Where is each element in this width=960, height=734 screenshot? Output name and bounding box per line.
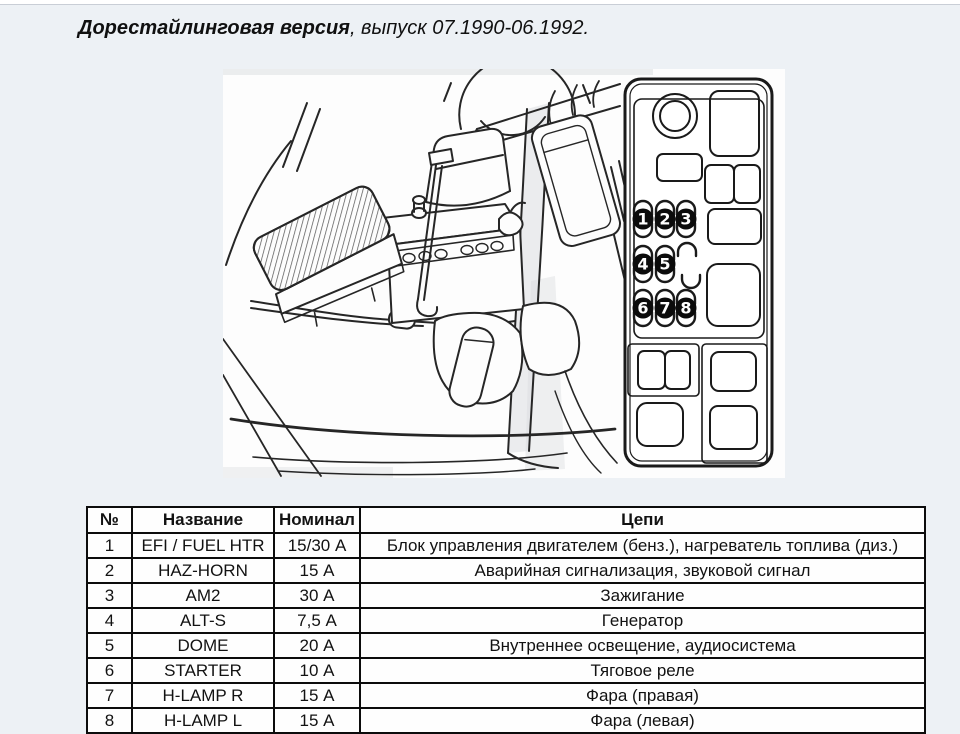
header-circuits: Цепи: [360, 507, 925, 533]
engine-bay-art: [223, 69, 632, 476]
cell-num: 8: [87, 708, 132, 733]
fuse-8-number: 8: [680, 298, 692, 318]
fuse-table: [86, 506, 926, 734]
fuse-2-number: 2: [659, 209, 671, 229]
cell-name: H-LAMP R: [132, 683, 274, 708]
cell-circuits: Фара (левая): [360, 708, 925, 733]
fuse-7-number: 7: [659, 298, 671, 318]
fuse-5-number: 5: [659, 254, 671, 274]
page-title-dates: , выпуск 07.1990-06.1992.: [349, 17, 590, 39]
cell-num: 1: [87, 533, 132, 558]
page-title-version: Дорестайлинговая версия: [78, 17, 350, 39]
cell-num: 4: [87, 608, 132, 633]
cell-circuits: Внутреннее освещение, аудиосистема: [360, 633, 925, 658]
cell-name: H-LAMP L: [132, 708, 274, 733]
cell-num: 2: [87, 558, 132, 583]
page-title: [78, 14, 589, 42]
cell-rating: 15 А: [274, 683, 360, 708]
table-row: [87, 533, 925, 558]
content-panel: [0, 4, 960, 734]
cell-circuits: Фара (правая): [360, 683, 925, 708]
table-header-row: [87, 507, 925, 533]
figure: [223, 69, 785, 478]
cell-rating: 15 А: [274, 708, 360, 733]
fuse-6-number: 6: [637, 298, 649, 318]
table-row: [87, 708, 925, 733]
cell-rating: 20 А: [274, 633, 360, 658]
table-row: [87, 683, 925, 708]
cell-circuits: Зажигание: [360, 583, 925, 608]
table-row: [87, 608, 925, 633]
table-row: [87, 558, 925, 583]
cell-name: DOME: [132, 633, 274, 658]
header-num: №: [87, 507, 132, 533]
cell-circuits: Тяговое реле: [360, 658, 925, 683]
cell-rating: 7,5 А: [274, 608, 360, 633]
header-rating: Номинал: [274, 507, 360, 533]
table-row: [87, 633, 925, 658]
cell-rating: 30 А: [274, 583, 360, 608]
cell-name: AM2: [132, 583, 274, 608]
table-row: [87, 658, 925, 683]
cell-rating: 10 А: [274, 658, 360, 683]
battery-clamp: [499, 212, 523, 235]
cell-num: 5: [87, 633, 132, 658]
fuse-4-number: 4: [637, 254, 649, 274]
table-row: [87, 583, 925, 608]
fuse-panel: [625, 79, 772, 466]
header-name: Название: [132, 507, 274, 533]
cell-rating: 15 А: [274, 558, 360, 583]
fuse-1-number: 1: [637, 209, 649, 229]
cell-num: 3: [87, 583, 132, 608]
fuse-3-number: 3: [680, 209, 692, 229]
engine-bay-fusebox-diagram: [223, 69, 785, 478]
cell-circuits: Генератор: [360, 608, 925, 633]
cell-num: 6: [87, 658, 132, 683]
cell-name: ALT-S: [132, 608, 274, 633]
cell-rating: 15/30 А: [274, 533, 360, 558]
cell-name: EFI / FUEL HTR: [132, 533, 274, 558]
cell-name: STARTER: [132, 658, 274, 683]
battery-terminal: [412, 196, 426, 218]
cell-num: 7: [87, 683, 132, 708]
cell-circuits: Блок управления двигателем (бенз.), нагреватель топлива (диз.): [360, 533, 925, 558]
cell-name: HAZ-HORN: [132, 558, 274, 583]
cell-circuits: Аварийная сигнализация, звуковой сигнал: [360, 558, 925, 583]
